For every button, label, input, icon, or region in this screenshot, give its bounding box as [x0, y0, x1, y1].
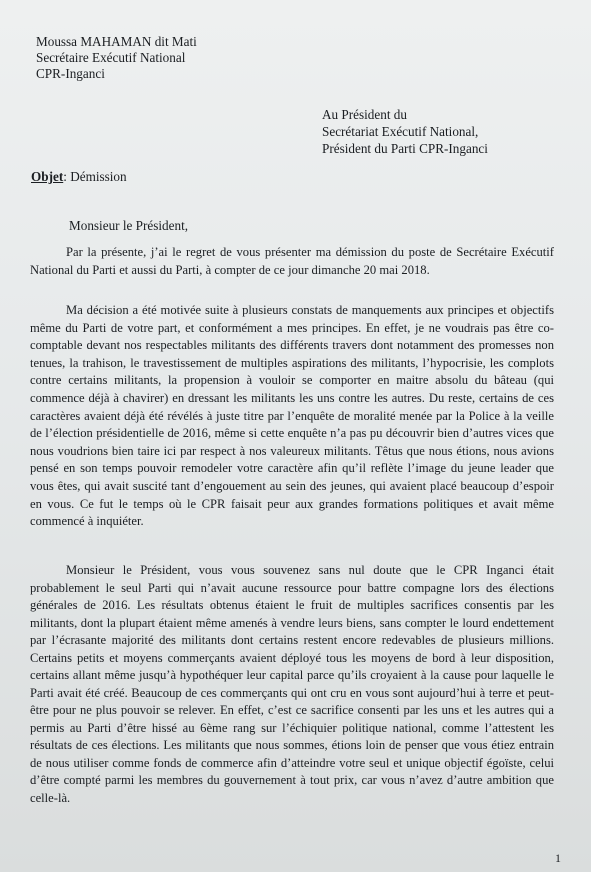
page-number: 1 [555, 851, 561, 865]
object-value: : Démission [63, 169, 127, 184]
paragraph-reasons: Ma décision a été motivée suite à plusieurs constats de manquements aux principes et objectifs même du Parti de votre part, et conformément a mes principes. En effet, je ne voudrais pas être co-comptable devant nos respectables militants des différents travers dont notamment des promesses non tenues, la trahison, le travestissement de multiples aspirations des militants, l’hypocrisie, les complots contre certains militants, la propension à vouloir se comporter en maitre absolu du bâteau (qui commence déjà à chavirer) en dressant les militants les uns contre les autres. Du reste, certains de ces caractères avaient déjà été révélés à juste titre par l’enquête de moralité menée par la Police à la veille de l’élection présidentielle de 2016, même si cette enquête n’a pas pu découvrir bien d’autres vices que nous voudrions bien taire ici par respect à nos valeureux militants. Têtus que nous étions, nous avions pensé en son temps pouvoir remodeler votre caractère afin qu’il reflète l’image du jeune leader que vous êtes, qui avait suscité tant d’engouement au sein des jeunes, qui avaient placé beaucoup d’espoir en vous. Ce fut le temps où le CPR faisait peur aux grandes formations politiques et avait même commencé à inquiéter. [30, 303, 554, 529]
salutation: Monsieur le Président, [69, 218, 189, 233]
recipient-line-2: Secrétariat Exécutif National, [322, 124, 479, 139]
recipient-block [322, 106, 488, 157]
sender-block [36, 34, 197, 82]
sender-name: Moussa MAHAMAN dit Mati [36, 34, 197, 49]
paragraph-sacrifices: Monsieur le Président, vous vous souvenez sans nul doute que le CPR Inganci était probablement le seul Parti qui n’avait aucune ressource pour battre compagne lors des élections générales de 2016. Les résultats obtenus étaient le fruit de multiples sacrifices consentis par les militants, dont la plupart étaient même amenés à vendre leurs biens, sans compter le lourd endettement par l’écrasante majorité des militants dont certains restent encore redevables de plusieurs millions. Certains petits et moyens commerçants avaient déployé tous les moyens de bord à leur disposition, certains allant même jusqu’à hypothéquer leur capital parce qu’ils croyaient à la cause pour laquelle le Parti avait été créé. Beaucoup de ces commerçants qui ont cru en vous sont aujourd’hui à terre et peut-être pour ne plus pouvoir se relever. En effet, c’est ce sacrifice consenti par les uns et les autres qui a permis au Parti d’être hissé au 6ème rang sur l’échiquier politique national, comme l’attestent les résultats de ces élections. Les militants que nous sommes, étions loin de penser que vous étiez entrain de nous utiliser comme fonds de commerce afin d’atteindre votre seul et unique objectif égoïste, celui d’être compté parmi les membres du gouvernement à tout prix, car vous n’avez d’autre ambition que celle-là. [30, 563, 554, 805]
sender-party: CPR-Inganci [36, 66, 105, 81]
recipient-line-3: Président du Parti CPR-Inganci [322, 141, 488, 156]
recipient-line-1: Au Président du [322, 107, 407, 122]
object-label: Objet [31, 169, 64, 184]
paragraph-resignation: Par la présente, j’ai le regret de vous présenter ma démission du poste de Secrétaire Exécutif National du Parti et aussi du Parti, à compter de ce jour dimanche 20 mai 2018. [30, 245, 554, 277]
object-line [31, 169, 127, 185]
sender-title: Secrétaire Exécutif National [36, 50, 186, 65]
